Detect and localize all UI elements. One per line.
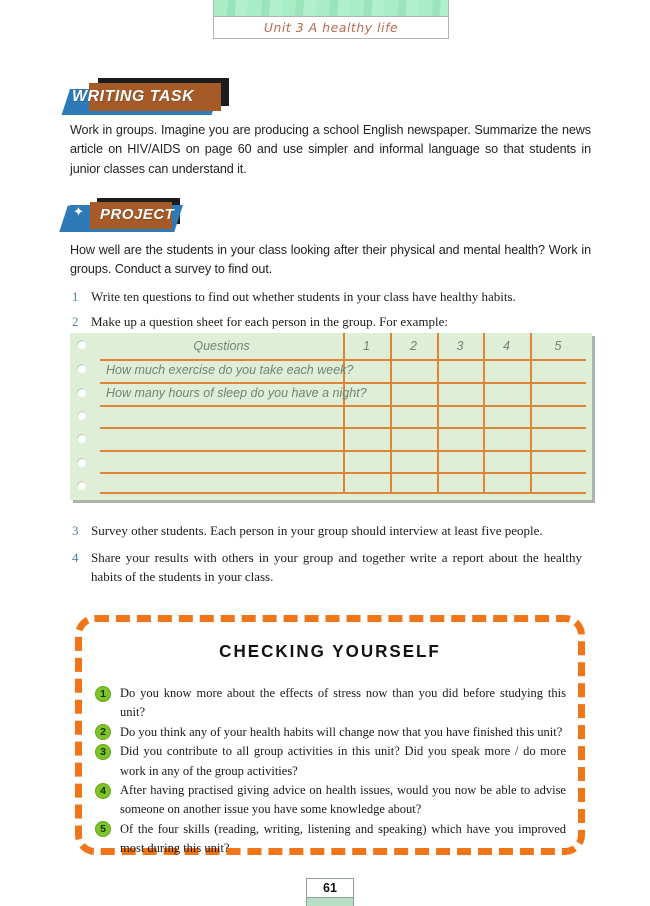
item-number-circle: 3 bbox=[95, 744, 111, 760]
page-number-box bbox=[306, 878, 354, 906]
item-text: Do you know more about the effects of stress now than you did before studying this unit? bbox=[120, 686, 566, 720]
item-number-circle: 2 bbox=[95, 724, 111, 740]
project-badge bbox=[60, 196, 195, 238]
unit-caption: Unit 3 A healthy life bbox=[214, 16, 448, 38]
project-step bbox=[70, 521, 582, 540]
step-text: Survey other students. Each person in your group should interview at least five people. bbox=[91, 523, 543, 538]
page-number-strip bbox=[306, 898, 354, 906]
column-header: 4 bbox=[503, 339, 510, 353]
step-number: 2 bbox=[72, 314, 79, 329]
grid-line bbox=[343, 333, 345, 494]
grid-line bbox=[483, 333, 485, 494]
punch-hole bbox=[77, 364, 86, 373]
grid-line bbox=[530, 333, 532, 494]
checklist-item bbox=[93, 820, 566, 859]
checking-yourself-list bbox=[93, 684, 566, 859]
punch-hole bbox=[77, 340, 86, 349]
column-header: 1 bbox=[363, 339, 370, 353]
checklist-item bbox=[93, 684, 566, 723]
column-header-questions: Questions bbox=[193, 339, 250, 353]
step-text: Share your results with others in your group and together write a report about the healthy habits of the students in your class. bbox=[91, 550, 582, 584]
column-header: 3 bbox=[456, 339, 464, 353]
item-text: After having practised giving advice on health issues, would you now be able to advise someone on another issue you have some knowledge about? bbox=[120, 783, 566, 817]
item-number-circle: 1 bbox=[95, 686, 111, 702]
item-number-circle: 5 bbox=[95, 821, 111, 837]
star-icon: ✦ bbox=[73, 204, 84, 219]
checklist-item bbox=[93, 742, 566, 781]
page-number: 61 bbox=[306, 878, 354, 898]
item-text: Do you think any of your health habits will change now that you have finished this unit? bbox=[120, 724, 563, 739]
column-header: 2 bbox=[410, 339, 417, 353]
step-number: 4 bbox=[72, 550, 79, 565]
project-step bbox=[70, 548, 582, 586]
item-text: Did you contribute to all group activities in this unit? Did you speak more / do more work in any of the group activities? bbox=[120, 744, 566, 778]
step-number: 1 bbox=[72, 289, 79, 304]
checklist-item bbox=[93, 723, 566, 742]
checking-yourself-title: CHECKING YOURSELF bbox=[219, 641, 441, 662]
star-icon: ✦ bbox=[66, 200, 73, 209]
punch-hole bbox=[77, 481, 86, 490]
project-label: PROJECT bbox=[100, 206, 175, 223]
step-text: Write ten questions to find out whether students in your class have healthy habits. bbox=[91, 289, 516, 304]
grid-line bbox=[390, 333, 392, 494]
project-step bbox=[70, 287, 582, 306]
column-header: 5 bbox=[554, 339, 562, 353]
writing-task-paragraph: Work in groups. Imagine you are producing a school English newspaper. Summarize the news article on HIV/AIDS on page 60 and use simpler and informal language so that students in junior classes can understand it. bbox=[70, 123, 591, 176]
punch-hole bbox=[77, 411, 86, 420]
checking-yourself-box bbox=[75, 615, 585, 855]
punch-hole bbox=[77, 388, 86, 397]
punch-hole bbox=[77, 458, 86, 467]
unit-banner bbox=[213, 0, 449, 39]
writing-task-badge bbox=[60, 76, 245, 118]
item-text: Of the four skills (reading, writing, listening and speaking) which have you improved most during this unit? bbox=[120, 821, 566, 856]
grid-line bbox=[437, 333, 439, 494]
step-number: 3 bbox=[72, 523, 79, 538]
project-step bbox=[70, 312, 582, 331]
project-intro-paragraph: How well are the students in your class looking after their physical and mental health? Work in groups. Conduct a survey to find out. bbox=[70, 243, 591, 277]
step-text: Make up a question sheet for each person in the group. For example: bbox=[91, 314, 449, 329]
item-number-circle: 4 bbox=[95, 783, 111, 799]
survey-question: How many hours of sleep do you have a night? bbox=[106, 386, 367, 400]
writing-task-label: WRITING TASK bbox=[72, 88, 195, 105]
survey-question-sheet bbox=[70, 333, 592, 500]
checklist-item bbox=[93, 781, 566, 820]
punch-hole bbox=[77, 434, 86, 443]
banner-photo-fragment bbox=[214, 0, 448, 16]
survey-question: How much exercise do you take each week? bbox=[106, 363, 354, 377]
